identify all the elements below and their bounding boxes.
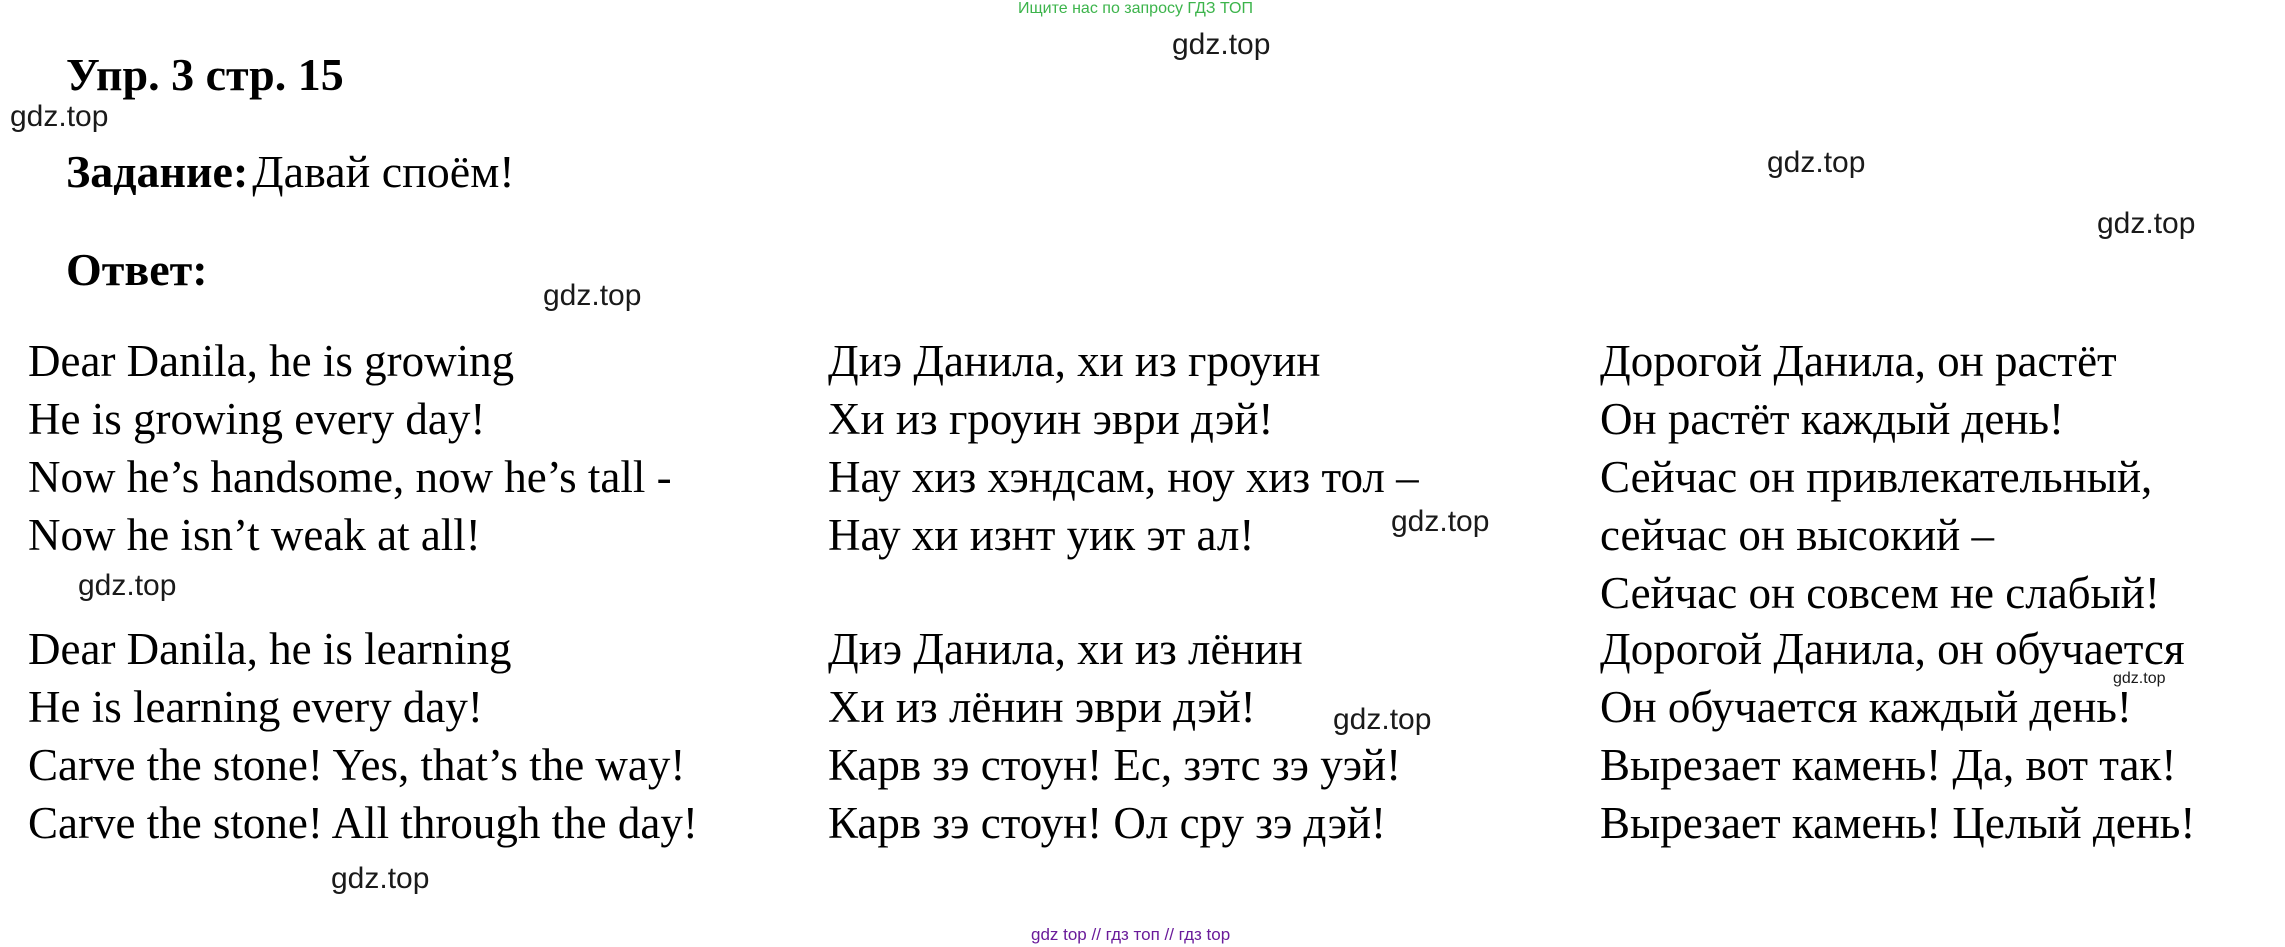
- watermark: gdz.top: [543, 279, 642, 312]
- stanza2-transcription-line: Карв зэ стоун! Ол сру зэ дэй!: [828, 798, 1386, 848]
- stanza1-transcription: [828, 332, 1419, 564]
- stanza1-translation-line: сейчас он высокий –: [1600, 510, 1994, 560]
- stanza1-translation: [1600, 332, 2160, 622]
- stanza2-translation-line: Он обучается каждый день!: [1600, 682, 2132, 732]
- stanza2-translation-line: Вырезает камень! Да, вот так!: [1600, 740, 2177, 790]
- stanza1-translation-line: Сейчас он совсем не слабый!: [1600, 568, 2160, 618]
- stanza1-english-line: Now he isn’t weak at all!: [28, 510, 481, 560]
- bottom-note: gdz top // гдз топ // гдз top: [1031, 925, 1231, 944]
- stanza1-transcription-line: Нау хиз хэндсам, ноу хиз тол –: [828, 452, 1419, 502]
- watermark: gdz.top: [1333, 703, 1432, 736]
- stanza2-translation: [1600, 620, 2195, 852]
- watermark: gdz.top: [10, 100, 109, 133]
- watermark: gdz.top: [1172, 28, 1271, 61]
- stanza2-translation-line: Вырезает камень! Целый день!: [1600, 798, 2196, 848]
- stanza1-transcription-line: Диэ Данила, хи из гроуин: [828, 336, 1321, 386]
- watermark: gdz.top: [1391, 505, 1490, 538]
- stanza1-english: [28, 332, 672, 564]
- task-text: Давай споём!: [252, 146, 515, 197]
- task-label: Задание:: [66, 146, 249, 197]
- stanza2-transcription-line: Карв зэ стоун! Ес, зэтс зэ уэй!: [828, 740, 1402, 790]
- stanza2-transcription-line: Диэ Данила, хи из лёнин: [828, 624, 1303, 674]
- stanza2-english-line: Carve the stone! All through the day!: [28, 798, 698, 848]
- stanza1-english-line: He is growing every day!: [28, 394, 486, 444]
- stanza1-translation-line: Сейчас он привлекательный,: [1600, 452, 2153, 502]
- top-search-note: Ищите нас по запросу ГДЗ ТОП: [1018, 0, 1253, 17]
- stanza2-english-line: Carve the stone! Yes, that’s the way!: [28, 740, 686, 790]
- watermark: gdz.top: [2097, 207, 2196, 240]
- watermark: gdz.top: [331, 862, 430, 895]
- stanza2-translation-line: Дорогой Данила, он обучается: [1600, 624, 2185, 674]
- stanza2-transcription-line: Хи из лёнин эври дэй!: [828, 682, 1256, 732]
- answer-label: Ответ:: [66, 244, 208, 295]
- stanza2-transcription: [828, 620, 1401, 852]
- stanza1-english-line: Now he’s handsome, now he’s tall -: [28, 452, 672, 502]
- page-title: Упр. 3 стр. 15: [66, 49, 344, 100]
- stanza1-transcription-line: Нау хи изнт уик эт ал!: [828, 510, 1255, 560]
- watermark: gdz.top: [2113, 670, 2166, 687]
- stanza1-translation-line: Дорогой Данила, он растёт: [1600, 336, 2117, 386]
- watermark: gdz.top: [1767, 146, 1866, 179]
- stanza1-translation-line: Он растёт каждый день!: [1600, 394, 2064, 444]
- stanza2-english-line: Dear Danila, he is learning: [28, 624, 512, 674]
- stanza1-english-line: Dear Danila, he is growing: [28, 336, 515, 386]
- watermark: gdz.top: [78, 569, 177, 602]
- task-line: [66, 145, 515, 198]
- stanza2-english: [28, 620, 698, 852]
- stanza2-english-line: He is learning every day!: [28, 682, 483, 732]
- stanza1-transcription-line: Хи из гроуин эври дэй!: [828, 394, 1274, 444]
